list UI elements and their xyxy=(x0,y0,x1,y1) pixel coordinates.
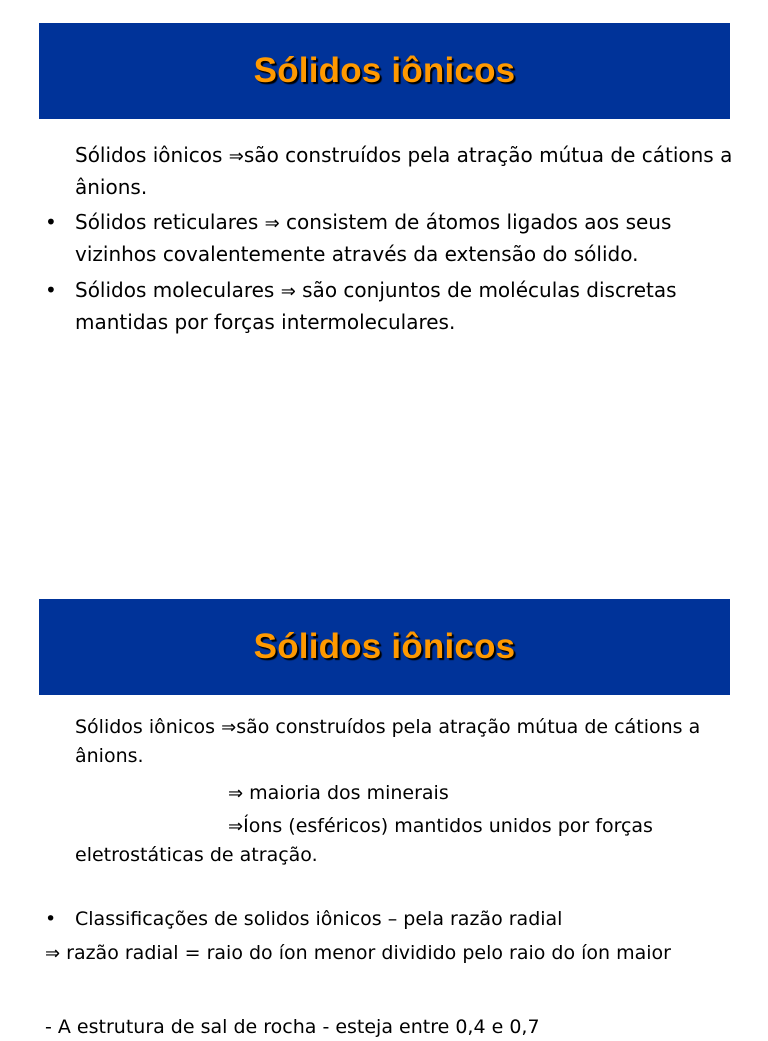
slide-2-radial-ratio-line xyxy=(45,939,735,968)
text-segment: - A estrutura de sal de rocha - esteja entre 0,4 e 0,7 xyxy=(45,1016,540,1038)
text-segment: Sólidos reticulares xyxy=(75,210,265,234)
text-segment: consistem de átomos ligados aos seus vizinhos covalentemente através da extensão do sólido. xyxy=(75,210,672,266)
text-segment: Classificações de solidos iônicos – pela razão radial xyxy=(75,908,563,930)
implies-arrow-icon: ⇒ xyxy=(45,943,61,964)
slide-2-minerals-line xyxy=(228,779,728,808)
text-segment: são conjuntos de moléculas discretas mantidas por forças intermoleculares. xyxy=(75,278,677,334)
text-segment: Sólidos moleculares xyxy=(75,278,281,302)
implies-arrow-icon: ⇒ xyxy=(221,717,237,738)
bullet-icon: • xyxy=(45,908,57,930)
implies-arrow-icon: ⇒ xyxy=(264,213,280,234)
implies-arrow-icon: ⇒ xyxy=(228,816,244,837)
slide-1-title: Sólidos iônicos xyxy=(253,51,516,90)
text-segment: Sólidos iônicos xyxy=(75,143,229,167)
slide-2-paragraph-ionic xyxy=(75,713,735,770)
slide-1-bullet-reticular xyxy=(75,207,735,269)
slide-1-title-bar xyxy=(39,23,730,119)
slide-1-paragraph-ionic xyxy=(75,140,735,202)
bullet-icon: • xyxy=(45,278,57,302)
text-segment: são construídos pela atração mútua de cátions a ânions. xyxy=(75,716,701,767)
text-segment: são construídos pela atração mútua de cátions a ânions. xyxy=(75,143,733,199)
implies-arrow-icon: ⇒ xyxy=(228,783,244,804)
slide-1-bullet-molecular xyxy=(75,275,735,337)
slide-2-title: Sólidos iônicos xyxy=(253,627,516,666)
slide-2 xyxy=(0,576,768,1038)
slide-2-bullet-classification xyxy=(75,905,735,933)
slide-2-rock-salt-line xyxy=(45,1013,735,1041)
slide-2-title-bar xyxy=(39,599,730,695)
text-segment: Sólidos iônicos xyxy=(75,716,222,738)
bullet-icon: • xyxy=(45,210,57,234)
text-segment: razão radial = raio do íon menor dividido pelo raio do íon maior xyxy=(60,942,671,964)
implies-arrow-icon: ⇒ xyxy=(280,281,296,302)
text-segment: Íons (esféricos) mantidos unidos por forças eletrostáticas de atração. xyxy=(75,815,653,866)
text-segment: maioria dos minerais xyxy=(243,782,449,804)
implies-arrow-icon: ⇒ xyxy=(228,146,244,167)
slide-2-ions-line xyxy=(75,812,695,869)
